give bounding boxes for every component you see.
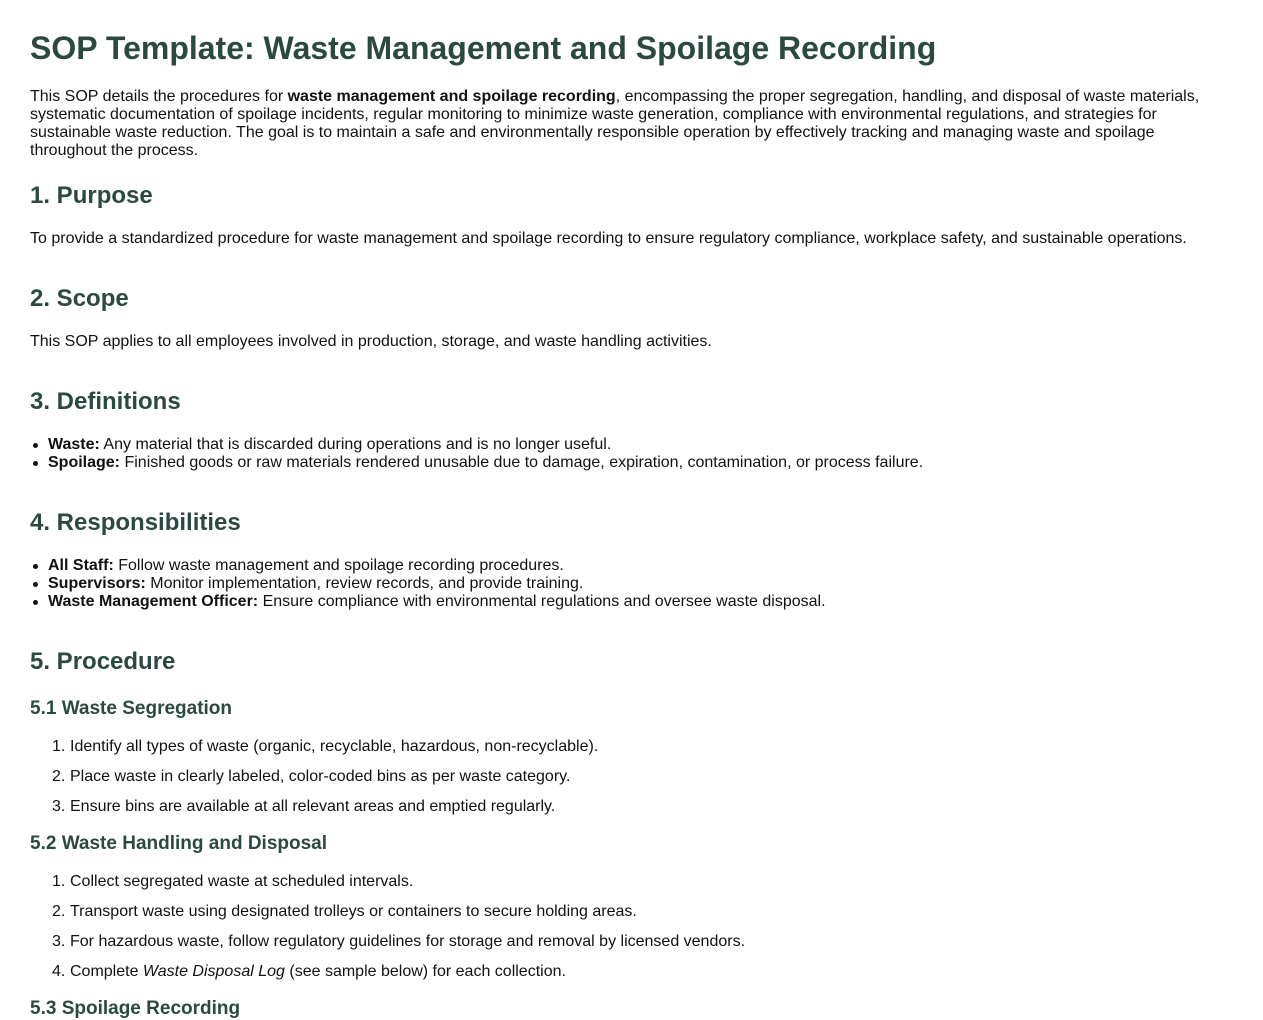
step-number: 1. [52, 873, 66, 890]
step-text-end: (see sample below) for each collection. [284, 963, 566, 980]
intro-bold-text: waste management and spoilage recording [287, 88, 616, 105]
handling-steps [30, 873, 1233, 981]
scope-text: This SOP applies to all employees involved in production, storage, and waste handling activities. [30, 333, 712, 350]
step-text: Identify all types of waste (organic, recyclable, hazardous, non-recyclable). [70, 738, 599, 755]
step-number: 3. [52, 798, 66, 815]
spoilage-heading: 5.3 Spoilage Recording [30, 998, 241, 1019]
definition-term: Spoilage: [48, 454, 121, 471]
step-number: 2. [52, 768, 66, 785]
definition-text: Any material that is discarded during operations and is no longer useful. [99, 436, 612, 453]
step-item [52, 798, 1233, 816]
responsibility-item [48, 557, 1233, 575]
intro-text-start: This SOP details the procedures for [30, 88, 288, 105]
responsibility-text: Follow waste management and spoilage recording procedures. [113, 557, 564, 574]
step-number: 1. [52, 738, 66, 755]
step-text: Place waste in clearly labeled, color-coded bins as per waste category. [70, 768, 571, 785]
step-number: 2. [52, 903, 66, 920]
scope-heading: 2. Scope [30, 285, 129, 312]
responsibility-text: Monitor implementation, review records, and provide training. [145, 575, 584, 592]
definitions-heading: 3. Definitions [30, 388, 181, 415]
step-item [52, 933, 1233, 951]
step-item [52, 738, 1233, 756]
definition-term: Waste: [48, 436, 100, 453]
step-item [52, 903, 1233, 921]
intro-text-end: , encompassing the proper segregation, handling, and disposal of waste materials, systematic documentation of spoilage incidents, regular monitoring to minimize waste generation, compliance with environmental regulations, and strategies for sustainable waste reduction. The goal is to maintain a safe and environmentally responsible operation by effectively tracking and managing waste and spoilage throughout the process. [30, 88, 1200, 159]
responsibility-role: Waste Management Officer: [48, 593, 259, 610]
handling-heading: 5.2 Waste Handling and Disposal [30, 833, 328, 854]
definition-item [48, 436, 1233, 454]
step-number: 3. [52, 933, 66, 950]
definition-text: Finished goods or raw materials rendered unusable due to damage, expiration, contamination, or process failure. [120, 454, 924, 471]
step-text: Ensure bins are available at all relevant areas and emptied regularly. [70, 798, 556, 815]
step-number: 4. [52, 963, 66, 980]
responsibility-role: All Staff: [48, 557, 114, 574]
definition-item [48, 454, 1233, 472]
purpose-heading: 1. Purpose [30, 182, 153, 209]
responsibility-item [48, 575, 1233, 593]
step-text: Transport waste using designated trolleys or containers to secure holding areas. [70, 903, 637, 920]
definitions-list [30, 436, 1233, 472]
responsibility-role: Supervisors: [48, 575, 146, 592]
page-title: SOP Template: Waste Management and Spoilage Recording [30, 30, 937, 66]
step-item [52, 873, 1233, 891]
step-item [52, 963, 1233, 981]
waste-disposal-log-reference: Waste Disposal Log [142, 963, 285, 980]
step-item [52, 768, 1233, 786]
responsibility-item [48, 593, 1233, 611]
responsibility-text: Ensure compliance with environmental regulations and oversee waste disposal. [258, 593, 826, 610]
step-text-start: Complete [70, 963, 143, 980]
procedure-heading: 5. Procedure [30, 648, 176, 675]
purpose-text: To provide a standardized procedure for waste management and spoilage recording to ensure regulatory compliance, workplace safety, and sustainable operations. [30, 230, 1187, 247]
intro-paragraph [30, 88, 1220, 160]
step-text: Collect segregated waste at scheduled intervals. [70, 873, 414, 890]
segregation-heading: 5.1 Waste Segregation [30, 698, 233, 719]
responsibilities-heading: 4. Responsibilities [30, 509, 241, 536]
step-text: For hazardous waste, follow regulatory guidelines for storage and removal by licensed vendors. [70, 933, 746, 950]
segregation-steps [30, 738, 1233, 816]
responsibilities-list [30, 557, 1233, 611]
